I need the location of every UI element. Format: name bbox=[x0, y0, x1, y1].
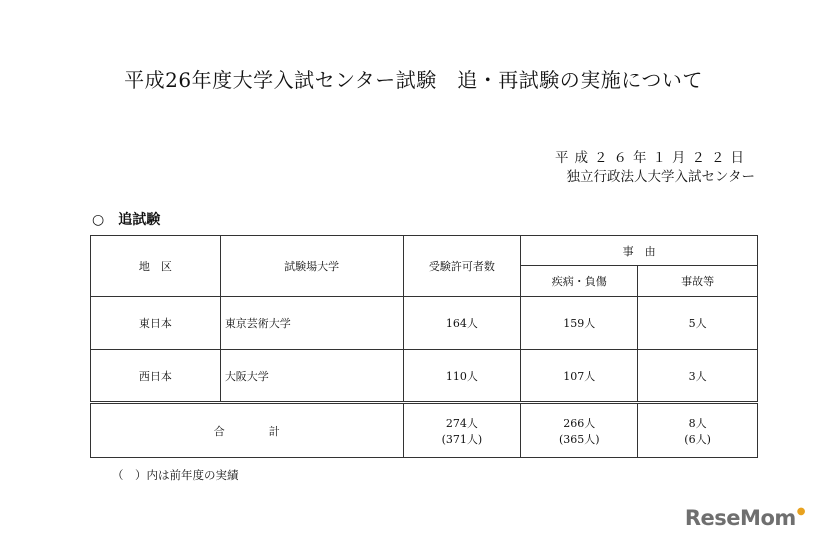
organization-name: 独立行政法人大学入試センター bbox=[566, 169, 755, 185]
resemom-logo bbox=[685, 506, 805, 530]
total-permitted bbox=[403, 403, 521, 458]
header-region: 地 区 bbox=[91, 236, 221, 297]
table-row bbox=[91, 350, 758, 403]
header-reason: 事 由 bbox=[521, 236, 758, 266]
total-illness bbox=[521, 403, 638, 458]
total-illness-value: 266人 bbox=[563, 416, 596, 430]
cell-accident: 5人 bbox=[638, 297, 758, 350]
cell-region: 東日本 bbox=[91, 297, 221, 350]
cell-illness: 159人 bbox=[521, 297, 638, 350]
section-heading bbox=[92, 209, 160, 229]
cell-permitted: 164人 bbox=[403, 297, 521, 350]
section-title: 追試験 bbox=[118, 212, 161, 228]
document-date: 平成２６年１月２２日 bbox=[555, 150, 750, 166]
cell-illness: 107人 bbox=[521, 350, 638, 403]
logo-dot-icon: ● bbox=[796, 506, 805, 517]
header-accident: 事故等 bbox=[638, 266, 758, 297]
header-illness: 疾病・負傷 bbox=[521, 266, 638, 297]
cell-university: 東京芸術大学 bbox=[220, 297, 403, 350]
header-permitted: 受験許可者数 bbox=[403, 236, 521, 297]
table-header-row bbox=[91, 236, 758, 266]
total-accident bbox=[638, 403, 758, 458]
total-illness-prev: (365人) bbox=[558, 432, 600, 446]
circle-bullet-icon: ○ bbox=[92, 212, 105, 228]
table-total-row bbox=[91, 403, 758, 458]
cell-university: 大阪大学 bbox=[220, 350, 403, 403]
total-permitted-value: 274人 bbox=[445, 416, 478, 430]
total-accident-prev: (6人) bbox=[684, 432, 711, 446]
cell-accident: 3人 bbox=[638, 350, 758, 403]
logo-text: ReseMom bbox=[684, 506, 796, 530]
exam-table bbox=[90, 235, 758, 458]
document-title: 平成26年度大学入試センター試験 追・再試験の実施について bbox=[124, 68, 703, 92]
total-label: 合 計 bbox=[91, 403, 404, 458]
footnote: （ ）内は前年度の実績 bbox=[112, 468, 239, 482]
table-row bbox=[91, 297, 758, 350]
cell-permitted: 110人 bbox=[403, 350, 521, 403]
cell-region: 西日本 bbox=[91, 350, 221, 403]
header-university: 試験場大学 bbox=[220, 236, 403, 297]
total-permitted-prev: (371人) bbox=[441, 432, 483, 446]
total-accident-value: 8人 bbox=[688, 416, 707, 430]
